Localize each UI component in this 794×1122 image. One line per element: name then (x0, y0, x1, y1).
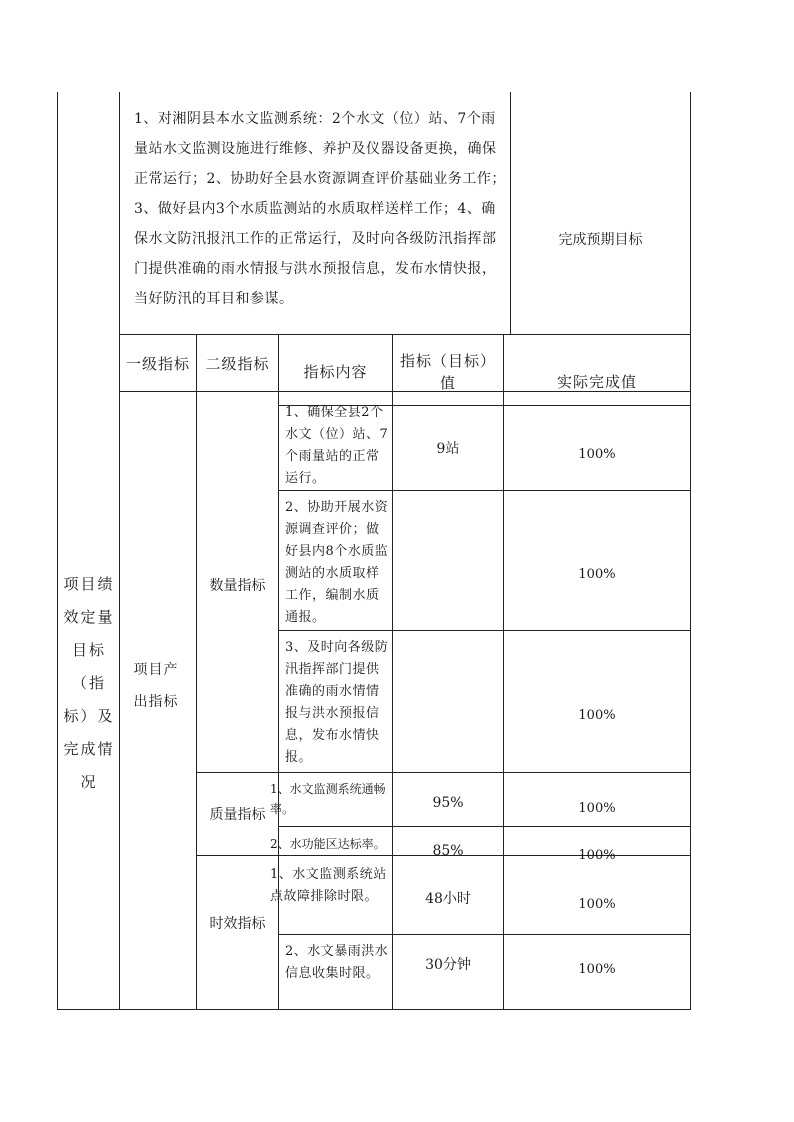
row-actual: 100% (578, 567, 616, 582)
row-target: 30分钟 (425, 957, 471, 973)
summary-divider-mid (510, 92, 511, 335)
row-content: 1、水文监测系统通畅率。 (270, 782, 386, 816)
row-target: 48小时 (425, 891, 471, 907)
summary-divider-left (119, 92, 120, 1010)
row-content: 1、确保全县2个水文（位）站、7个雨量站的正常运行。 (285, 405, 389, 486)
col-level2-line (196, 335, 197, 1010)
section-label: 项目绩效定量目标（指标）及完成情况 (63, 575, 115, 791)
row-actual: 100% (578, 962, 616, 977)
row-actual: 100% (578, 447, 616, 462)
row-actual: 100% (578, 801, 616, 816)
row-content: 1、水文监测系统站点故障排除时限。 (270, 867, 387, 904)
row-sep (196, 772, 691, 773)
row-sep (278, 826, 691, 827)
header-level2: 二级指标 (205, 355, 270, 373)
header-content: 指标内容 (303, 363, 368, 381)
row-content: 3、及时向各级防汛指挥部门提供准确的雨水情情报与洪水预报信息，发布水情快报。 (285, 640, 389, 765)
row-actual: 100% (578, 897, 616, 912)
row-content: 2、水文暴雨洪水信息收集时限。 (285, 944, 389, 981)
row-target: 85% (432, 843, 464, 859)
table-border-bottom (57, 1009, 691, 1010)
row-sep (278, 490, 691, 491)
summary-text: 1、对湘阴县本水文监测系统：2个水文（位）站、7个雨量站水文监测设施进行维修、养护及仪器设备更换，确保正常运行；2、协助好全县水资源调查评价基础业务工作；3、做好县内3个水质监测站的水质取样送样工作；4、确保水文防汛报汛工作的正常运行，及时向各级防汛指挥部门提供准确的雨水情报与洪水预报信息，发布水情快报，当好防汛的耳目和参谋。 (134, 111, 506, 307)
summary-result: 完成预期目标 (558, 232, 643, 248)
group-name-quality: 质量指标 (209, 807, 266, 823)
group-name-quantity: 数量指标 (209, 578, 266, 594)
header-level1: 一级指标 (125, 355, 190, 373)
summary-row-bottom (119, 334, 691, 335)
row-actual: 100% (578, 848, 616, 863)
group-name-timeliness: 时效指标 (209, 916, 266, 932)
row-sep (278, 934, 691, 935)
header-target: 指标（目标）值 (399, 352, 496, 392)
col-content-line (278, 335, 279, 1010)
level1-label: 项目产出指标 (133, 662, 179, 710)
table-border-left (57, 92, 58, 1010)
row-sep (278, 630, 691, 631)
header-actual: 实际完成值 (556, 373, 637, 391)
table-border-right (690, 92, 691, 1010)
row-actual: 100% (578, 708, 616, 723)
row-content: 2、水功能区达标率。 (270, 837, 386, 851)
row-content: 2、协助开展水资源调查评价；做好县内8个水质监测站的水质取样工作，编制水质通报。 (285, 500, 389, 625)
row-target: 95% (432, 795, 464, 811)
row-target: 9站 (436, 441, 460, 457)
